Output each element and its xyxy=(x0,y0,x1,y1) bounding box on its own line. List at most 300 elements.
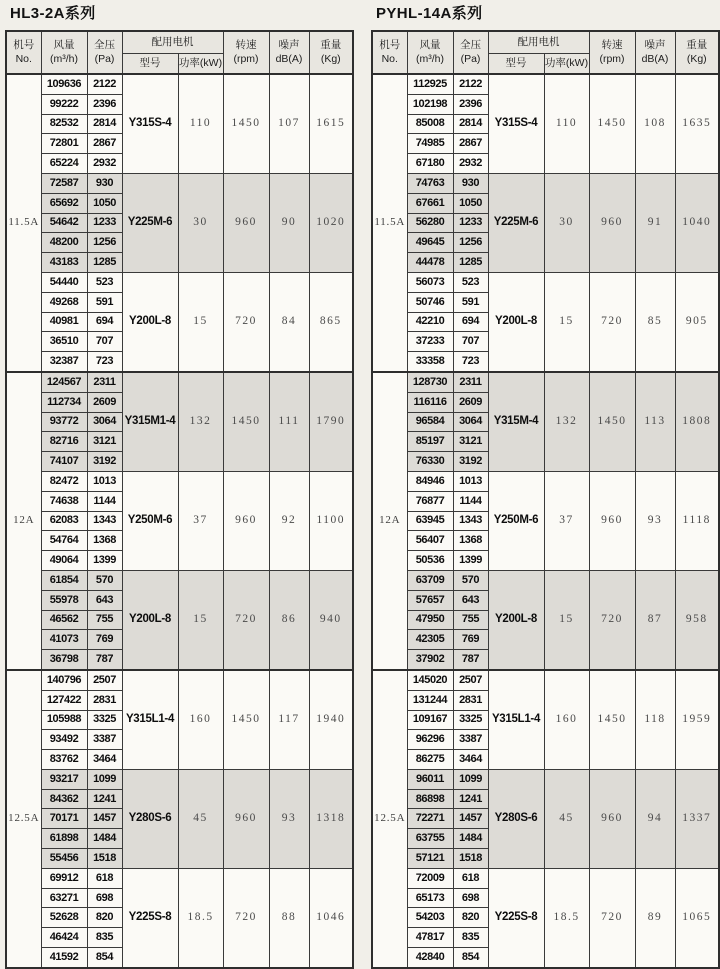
airflow-cell: 69912 xyxy=(41,868,87,888)
machine-no-cell: 12A xyxy=(372,372,407,670)
motor-model-cell: Y200L-8 xyxy=(122,272,178,371)
pressure-cell: 2932 xyxy=(453,154,488,174)
airflow-cell: 105988 xyxy=(41,710,87,730)
airflow-cell: 109167 xyxy=(407,710,453,730)
pressure-cell: 2507 xyxy=(87,670,122,690)
col-header-pressure: 全压 (Pa) xyxy=(87,31,122,74)
pressure-cell: 591 xyxy=(87,292,122,312)
airflow-cell: 83762 xyxy=(41,750,87,770)
pressure-cell: 2311 xyxy=(453,372,488,392)
weight-cell: 1100 xyxy=(309,471,353,570)
weight-cell: 905 xyxy=(675,272,719,371)
pressure-cell: 1050 xyxy=(453,193,488,213)
table-row xyxy=(372,272,719,292)
motor-model-cell: Y200L-8 xyxy=(488,272,544,371)
airflow-cell: 84946 xyxy=(407,471,453,491)
airflow-cell: 72587 xyxy=(41,173,87,193)
noise-cell: 88 xyxy=(269,868,309,967)
airflow-cell: 62083 xyxy=(41,511,87,531)
airflow-cell: 70171 xyxy=(41,809,87,829)
pressure-cell: 3464 xyxy=(87,750,122,770)
speed-cell: 960 xyxy=(589,769,635,868)
airflow-cell: 63709 xyxy=(407,570,453,590)
weight-cell: 1118 xyxy=(675,471,719,570)
motor-model-cell: Y315L1-4 xyxy=(122,670,178,769)
pressure-cell: 2311 xyxy=(87,372,122,392)
noise-cell: 87 xyxy=(635,570,675,669)
table-row xyxy=(6,272,353,292)
pressure-cell: 1518 xyxy=(87,849,122,869)
pressure-cell: 694 xyxy=(87,312,122,332)
table-row xyxy=(6,372,353,392)
airflow-cell: 46562 xyxy=(41,610,87,630)
pressure-cell: 694 xyxy=(453,312,488,332)
series-title: PYHL-14A系列 xyxy=(376,5,483,22)
airflow-cell: 140796 xyxy=(41,670,87,690)
pressure-cell: 1368 xyxy=(87,531,122,551)
power-cell: 30 xyxy=(544,173,589,272)
pressure-cell: 1050 xyxy=(87,193,122,213)
series-block-hl3-2a xyxy=(5,2,352,969)
airflow-cell: 96584 xyxy=(407,412,453,432)
col-header-machine-no: 机号 No. xyxy=(372,31,407,74)
airflow-cell: 109636 xyxy=(41,74,87,94)
speed-cell: 720 xyxy=(223,868,269,967)
airflow-cell: 74985 xyxy=(407,134,453,154)
pressure-cell: 1399 xyxy=(87,551,122,571)
airflow-cell: 56073 xyxy=(407,272,453,292)
pressure-cell: 854 xyxy=(453,948,488,968)
pressure-cell: 3064 xyxy=(453,412,488,432)
pressure-cell: 3192 xyxy=(87,452,122,472)
airflow-cell: 37902 xyxy=(407,650,453,670)
pressure-cell: 723 xyxy=(87,352,122,372)
pressure-cell: 3325 xyxy=(453,710,488,730)
speed-cell: 720 xyxy=(589,868,635,967)
airflow-cell: 96011 xyxy=(407,769,453,789)
weight-cell: 1940 xyxy=(309,670,353,769)
airflow-cell: 72271 xyxy=(407,809,453,829)
series-block-pyhl-14a xyxy=(371,2,718,969)
spec-table-pyhl-14a xyxy=(371,30,720,969)
airflow-cell: 112925 xyxy=(407,74,453,94)
table-row xyxy=(372,471,719,491)
pressure-cell: 1099 xyxy=(453,769,488,789)
pressure-cell: 1518 xyxy=(453,849,488,869)
airflow-cell: 65224 xyxy=(41,154,87,174)
pressure-cell: 723 xyxy=(453,352,488,372)
col-header-model: 型号 xyxy=(488,54,544,75)
speed-cell: 960 xyxy=(223,471,269,570)
weight-cell: 1959 xyxy=(675,670,719,769)
weight-cell: 1046 xyxy=(309,868,353,967)
pressure-cell: 930 xyxy=(87,173,122,193)
pressure-cell: 769 xyxy=(453,630,488,650)
table-row xyxy=(6,868,353,888)
pressure-cell: 1241 xyxy=(87,789,122,809)
pressure-cell: 2814 xyxy=(453,114,488,134)
speed-cell: 960 xyxy=(223,173,269,272)
col-header-motor-group: 配用电机 xyxy=(122,31,223,54)
pressure-cell: 3387 xyxy=(87,730,122,750)
airflow-cell: 93492 xyxy=(41,730,87,750)
pressure-cell: 787 xyxy=(87,650,122,670)
power-cell: 15 xyxy=(178,570,223,669)
pressure-cell: 523 xyxy=(87,272,122,292)
airflow-cell: 76330 xyxy=(407,452,453,472)
airflow-cell: 63755 xyxy=(407,829,453,849)
pressure-cell: 3121 xyxy=(87,432,122,452)
airflow-cell: 63271 xyxy=(41,888,87,908)
airflow-cell: 65173 xyxy=(407,888,453,908)
pressure-cell: 3192 xyxy=(453,452,488,472)
noise-cell: 107 xyxy=(269,74,309,173)
airflow-cell: 102198 xyxy=(407,94,453,114)
speed-cell: 720 xyxy=(223,272,269,371)
speed-cell: 960 xyxy=(589,471,635,570)
airflow-cell: 46424 xyxy=(41,928,87,948)
airflow-cell: 49645 xyxy=(407,233,453,253)
pressure-cell: 2831 xyxy=(453,690,488,710)
power-cell: 18.5 xyxy=(178,868,223,967)
machine-no-cell: 11.5A xyxy=(6,74,41,372)
airflow-cell: 61898 xyxy=(41,829,87,849)
airflow-cell: 124567 xyxy=(41,372,87,392)
power-cell: 18.5 xyxy=(544,868,589,967)
weight-cell: 1040 xyxy=(675,173,719,272)
pressure-cell: 1343 xyxy=(453,511,488,531)
pressure-cell: 1144 xyxy=(87,491,122,511)
noise-cell: 118 xyxy=(635,670,675,769)
speed-cell: 720 xyxy=(589,570,635,669)
power-cell: 132 xyxy=(544,372,589,471)
machine-no-cell: 12A xyxy=(6,372,41,670)
power-cell: 15 xyxy=(178,272,223,371)
pressure-cell: 1343 xyxy=(87,511,122,531)
pressure-cell: 3387 xyxy=(453,730,488,750)
motor-model-cell: Y250M-6 xyxy=(488,471,544,570)
power-cell: 45 xyxy=(544,769,589,868)
airflow-cell: 63945 xyxy=(407,511,453,531)
pressure-cell: 820 xyxy=(87,908,122,928)
airflow-cell: 55456 xyxy=(41,849,87,869)
airflow-cell: 67661 xyxy=(407,193,453,213)
airflow-cell: 52628 xyxy=(41,908,87,928)
table-row xyxy=(372,74,719,94)
airflow-cell: 72801 xyxy=(41,134,87,154)
noise-cell: 85 xyxy=(635,272,675,371)
pressure-cell: 698 xyxy=(87,888,122,908)
motor-model-cell: Y225S-8 xyxy=(488,868,544,967)
speed-cell: 1450 xyxy=(223,74,269,173)
col-header-speed: 转速 (rpm) xyxy=(589,31,635,74)
airflow-cell: 67180 xyxy=(407,154,453,174)
pressure-cell: 643 xyxy=(87,590,122,610)
col-header-weight: 重量 (Kg) xyxy=(675,31,719,74)
motor-model-cell: Y315S-4 xyxy=(122,74,178,173)
pressure-cell: 618 xyxy=(87,868,122,888)
pressure-cell: 1457 xyxy=(453,809,488,829)
motor-model-cell: Y315S-4 xyxy=(488,74,544,173)
col-header-machine-no: 机号 No. xyxy=(6,31,41,74)
power-cell: 160 xyxy=(544,670,589,769)
speed-cell: 1450 xyxy=(589,372,635,471)
col-header-weight: 重量 (Kg) xyxy=(309,31,353,74)
motor-model-cell: Y225S-8 xyxy=(122,868,178,967)
table-header xyxy=(372,31,719,74)
weight-cell: 940 xyxy=(309,570,353,669)
pressure-cell: 698 xyxy=(453,888,488,908)
airflow-cell: 82716 xyxy=(41,432,87,452)
col-header-airflow: 风量 (m³/h) xyxy=(41,31,87,74)
pressure-cell: 1457 xyxy=(87,809,122,829)
airflow-cell: 49064 xyxy=(41,551,87,571)
machine-no-cell: 12.5A xyxy=(6,670,41,968)
pressure-cell: 643 xyxy=(453,590,488,610)
table-body xyxy=(372,74,719,968)
noise-cell: 108 xyxy=(635,74,675,173)
airflow-cell: 48200 xyxy=(41,233,87,253)
pressure-cell: 618 xyxy=(453,868,488,888)
col-header-model: 型号 xyxy=(122,54,178,75)
motor-model-cell: Y315M1-4 xyxy=(122,372,178,471)
pressure-cell: 570 xyxy=(87,570,122,590)
noise-cell: 91 xyxy=(635,173,675,272)
airflow-cell: 47817 xyxy=(407,928,453,948)
pressure-cell: 523 xyxy=(453,272,488,292)
airflow-cell: 41592 xyxy=(41,948,87,968)
pressure-cell: 769 xyxy=(87,630,122,650)
pressure-cell: 707 xyxy=(87,332,122,352)
pressure-cell: 1144 xyxy=(453,491,488,511)
motor-model-cell: Y280S-6 xyxy=(122,769,178,868)
pressure-cell: 2507 xyxy=(453,670,488,690)
col-header-motor-group: 配用电机 xyxy=(488,31,589,54)
airflow-cell: 86275 xyxy=(407,750,453,770)
power-cell: 15 xyxy=(544,272,589,371)
airflow-cell: 74638 xyxy=(41,491,87,511)
pressure-cell: 1484 xyxy=(453,829,488,849)
power-cell: 110 xyxy=(178,74,223,173)
pressure-cell: 1399 xyxy=(453,551,488,571)
airflow-cell: 76877 xyxy=(407,491,453,511)
airflow-cell: 33358 xyxy=(407,352,453,372)
airflow-cell: 54440 xyxy=(41,272,87,292)
noise-cell: 93 xyxy=(635,471,675,570)
pressure-cell: 1241 xyxy=(453,789,488,809)
weight-cell: 1020 xyxy=(309,173,353,272)
power-cell: 37 xyxy=(178,471,223,570)
pressure-cell: 1484 xyxy=(87,829,122,849)
motor-model-cell: Y315M-4 xyxy=(488,372,544,471)
weight-cell: 1790 xyxy=(309,372,353,471)
col-header-power: 功率(kW) xyxy=(178,54,223,75)
motor-model-cell: Y200L-8 xyxy=(488,570,544,669)
col-header-speed: 转速 (rpm) xyxy=(223,31,269,74)
noise-cell: 89 xyxy=(635,868,675,967)
speed-cell: 1450 xyxy=(589,74,635,173)
table-row xyxy=(6,74,353,94)
col-header-pressure: 全压 (Pa) xyxy=(453,31,488,74)
airflow-cell: 36510 xyxy=(41,332,87,352)
airflow-cell: 40981 xyxy=(41,312,87,332)
airflow-cell: 85197 xyxy=(407,432,453,452)
table-row xyxy=(6,670,353,690)
pressure-cell: 1233 xyxy=(87,213,122,233)
pressure-cell: 2609 xyxy=(453,392,488,412)
airflow-cell: 65692 xyxy=(41,193,87,213)
table-header xyxy=(6,31,353,74)
col-header-noise: 噪声 dB(A) xyxy=(269,31,309,74)
airflow-cell: 82472 xyxy=(41,471,87,491)
pressure-cell: 787 xyxy=(453,650,488,670)
noise-cell: 84 xyxy=(269,272,309,371)
machine-no-cell: 11.5A xyxy=(372,74,407,372)
table-row xyxy=(372,372,719,392)
pressure-cell: 1256 xyxy=(87,233,122,253)
pressure-cell: 2396 xyxy=(87,94,122,114)
airflow-cell: 37233 xyxy=(407,332,453,352)
col-header-noise: 噪声 dB(A) xyxy=(635,31,675,74)
airflow-cell: 50536 xyxy=(407,551,453,571)
pressure-cell: 2122 xyxy=(87,74,122,94)
airflow-cell: 43183 xyxy=(41,253,87,273)
airflow-cell: 54642 xyxy=(41,213,87,233)
motor-model-cell: Y200L-8 xyxy=(122,570,178,669)
weight-cell: 865 xyxy=(309,272,353,371)
airflow-cell: 47950 xyxy=(407,610,453,630)
airflow-cell: 93217 xyxy=(41,769,87,789)
airflow-cell: 93772 xyxy=(41,412,87,432)
airflow-cell: 54764 xyxy=(41,531,87,551)
col-header-power: 功率(kW) xyxy=(544,54,589,75)
series-title: HL3-2A系列 xyxy=(10,5,96,22)
airflow-cell: 86898 xyxy=(407,789,453,809)
pressure-cell: 3064 xyxy=(87,412,122,432)
airflow-cell: 41073 xyxy=(41,630,87,650)
noise-cell: 90 xyxy=(269,173,309,272)
pressure-cell: 2122 xyxy=(453,74,488,94)
noise-cell: 117 xyxy=(269,670,309,769)
weight-cell: 958 xyxy=(675,570,719,669)
motor-model-cell: Y225M-6 xyxy=(488,173,544,272)
airflow-cell: 99222 xyxy=(41,94,87,114)
noise-cell: 111 xyxy=(269,372,309,471)
pressure-cell: 1099 xyxy=(87,769,122,789)
airflow-cell: 50746 xyxy=(407,292,453,312)
pressure-cell: 1013 xyxy=(87,471,122,491)
pressure-cell: 2609 xyxy=(87,392,122,412)
airflow-cell: 55978 xyxy=(41,590,87,610)
pressure-cell: 707 xyxy=(453,332,488,352)
pressure-cell: 2867 xyxy=(453,134,488,154)
speed-cell: 1450 xyxy=(223,670,269,769)
power-cell: 37 xyxy=(544,471,589,570)
noise-cell: 92 xyxy=(269,471,309,570)
table-row xyxy=(6,769,353,789)
pressure-cell: 755 xyxy=(453,610,488,630)
pressure-cell: 2814 xyxy=(87,114,122,134)
table-body xyxy=(6,74,353,968)
weight-cell: 1065 xyxy=(675,868,719,967)
airflow-cell: 145020 xyxy=(407,670,453,690)
airflow-cell: 42305 xyxy=(407,630,453,650)
pressure-cell: 3325 xyxy=(87,710,122,730)
airflow-cell: 42840 xyxy=(407,948,453,968)
pressure-cell: 570 xyxy=(453,570,488,590)
machine-no-cell: 12.5A xyxy=(372,670,407,968)
pressure-cell: 1368 xyxy=(453,531,488,551)
pressure-cell: 2396 xyxy=(453,94,488,114)
weight-cell: 1318 xyxy=(309,769,353,868)
airflow-cell: 57121 xyxy=(407,849,453,869)
power-cell: 160 xyxy=(178,670,223,769)
weight-cell: 1808 xyxy=(675,372,719,471)
table-row xyxy=(6,570,353,590)
table-row xyxy=(372,868,719,888)
pressure-cell: 2831 xyxy=(87,690,122,710)
table-row xyxy=(6,471,353,491)
airflow-cell: 56280 xyxy=(407,213,453,233)
pressure-cell: 1285 xyxy=(453,253,488,273)
airflow-cell: 42210 xyxy=(407,312,453,332)
pressure-cell: 835 xyxy=(87,928,122,948)
pressure-cell: 1285 xyxy=(87,253,122,273)
noise-cell: 93 xyxy=(269,769,309,868)
airflow-cell: 131244 xyxy=(407,690,453,710)
pressure-cell: 2932 xyxy=(87,154,122,174)
pressure-cell: 930 xyxy=(453,173,488,193)
speed-cell: 720 xyxy=(223,570,269,669)
airflow-cell: 61854 xyxy=(41,570,87,590)
pressure-cell: 591 xyxy=(453,292,488,312)
table-row xyxy=(372,570,719,590)
table-row xyxy=(6,173,353,193)
noise-cell: 86 xyxy=(269,570,309,669)
pressure-cell: 2867 xyxy=(87,134,122,154)
airflow-cell: 128730 xyxy=(407,372,453,392)
airflow-cell: 49268 xyxy=(41,292,87,312)
pressure-cell: 755 xyxy=(87,610,122,630)
pressure-cell: 1256 xyxy=(453,233,488,253)
pressure-cell: 820 xyxy=(453,908,488,928)
airflow-cell: 57657 xyxy=(407,590,453,610)
pressure-cell: 1233 xyxy=(453,213,488,233)
airflow-cell: 56407 xyxy=(407,531,453,551)
pressure-cell: 1013 xyxy=(453,471,488,491)
power-cell: 132 xyxy=(178,372,223,471)
pressure-cell: 3121 xyxy=(453,432,488,452)
airflow-cell: 112734 xyxy=(41,392,87,412)
airflow-cell: 127422 xyxy=(41,690,87,710)
weight-cell: 1615 xyxy=(309,74,353,173)
airflow-cell: 74763 xyxy=(407,173,453,193)
pressure-cell: 835 xyxy=(453,928,488,948)
col-header-airflow: 风量 (m³/h) xyxy=(407,31,453,74)
airflow-cell: 85008 xyxy=(407,114,453,134)
airflow-cell: 116116 xyxy=(407,392,453,412)
pressure-cell: 854 xyxy=(87,948,122,968)
table-row xyxy=(372,173,719,193)
speed-cell: 1450 xyxy=(223,372,269,471)
spec-table-hl3-2a xyxy=(5,30,354,969)
table-row xyxy=(372,769,719,789)
speed-cell: 960 xyxy=(223,769,269,868)
airflow-cell: 72009 xyxy=(407,868,453,888)
airflow-cell: 44478 xyxy=(407,253,453,273)
noise-cell: 113 xyxy=(635,372,675,471)
airflow-cell: 96296 xyxy=(407,730,453,750)
